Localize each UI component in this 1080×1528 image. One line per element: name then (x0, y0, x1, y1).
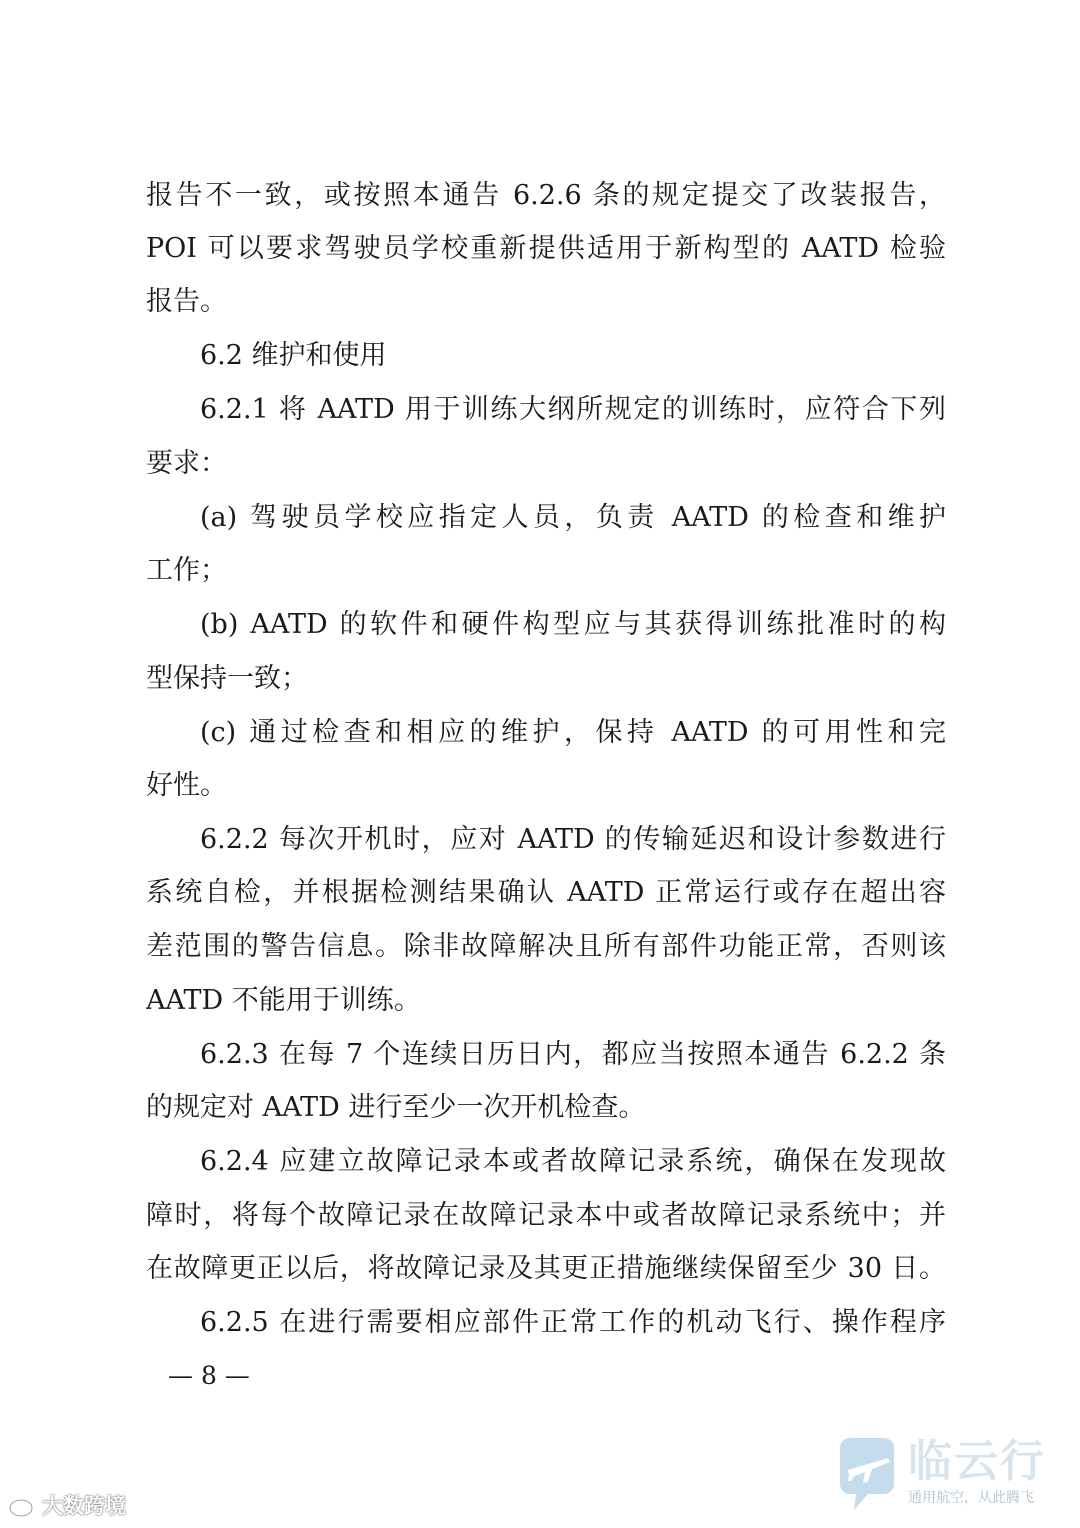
watermark-slogan: 通用航空，从此腾飞 (908, 1490, 1034, 1506)
text-line-16: AATD 不能用于训练。 (146, 985, 421, 1016)
text-line-21: 在故障更正以后，将故障记录及其更正措施继续保留至少 30 日。 (146, 1253, 946, 1284)
watermark-left (8, 1490, 126, 1520)
text-line-10: 型保持一致； (146, 663, 308, 694)
text-line-20: 障时，将每个故障记录在故障记录本中或者故障记录系统中；并 (146, 1200, 946, 1231)
text-line-2: POI 可以要求驾驶员学校重新提供适用于新构型的 AATD 检验 (146, 233, 946, 264)
section-heading: 6.2 维护和使用 (200, 340, 387, 371)
text-line-17: 6.2.3 在每 7 个连续日历日内，都应当按照本通告 6.2.2 条 (200, 1039, 946, 1070)
text-line-5: 6.2.1 将 AATD 用于训练大纲所规定的训练时，应符合下列 (200, 394, 946, 425)
text-line-22: 6.2.5 在进行需要相应部件正常工作的机动飞行、操作程序 (200, 1307, 946, 1338)
watermark-right (838, 1436, 1070, 1520)
text-line-19: 6.2.4 应建立故障记录本或者故障记录系统，确保在发现故 (200, 1146, 946, 1177)
text-line-6: 要求： (146, 448, 227, 479)
text-line-3: 报告。 (146, 286, 227, 317)
watermark-left-text: 大数跨境 (42, 1494, 126, 1518)
text-line-15: 差范围的警告信息。除非故障解决且所有部件功能正常，否则该 (146, 931, 946, 962)
text-line-8: 工作； (146, 555, 227, 586)
watermark-brand: 临云行 (908, 1436, 1046, 1487)
text-line-7: (a) 驾驶员学校应指定人员，负责 AATD 的检查和维护 (200, 502, 946, 533)
text-line-11: (c) 通过检查和相应的维护，保持 AATD 的可用性和完 (200, 717, 946, 748)
airplane-logo-icon (838, 1436, 896, 1516)
text-line-12: 好性。 (146, 770, 227, 801)
page-number: — 8 — (168, 1361, 250, 1390)
text-line-1: 报告不一致，或按照本通告 6.2.6 条的规定提交了改装报告， (146, 180, 946, 211)
text-line-13: 6.2.2 每次开机时，应对 AATD 的传输延迟和设计参数进行 (200, 824, 946, 855)
text-line-14: 系统自检，并根据检测结果确认 AATD 正常运行或存在超出容 (146, 877, 946, 908)
text-line-18: 的规定对 AATD 进行至少一次开机检查。 (146, 1092, 646, 1123)
text-line-9: (b) AATD 的软件和硬件构型应与其获得训练批准时的构 (200, 609, 946, 640)
weibo-logo-icon (8, 1492, 38, 1518)
